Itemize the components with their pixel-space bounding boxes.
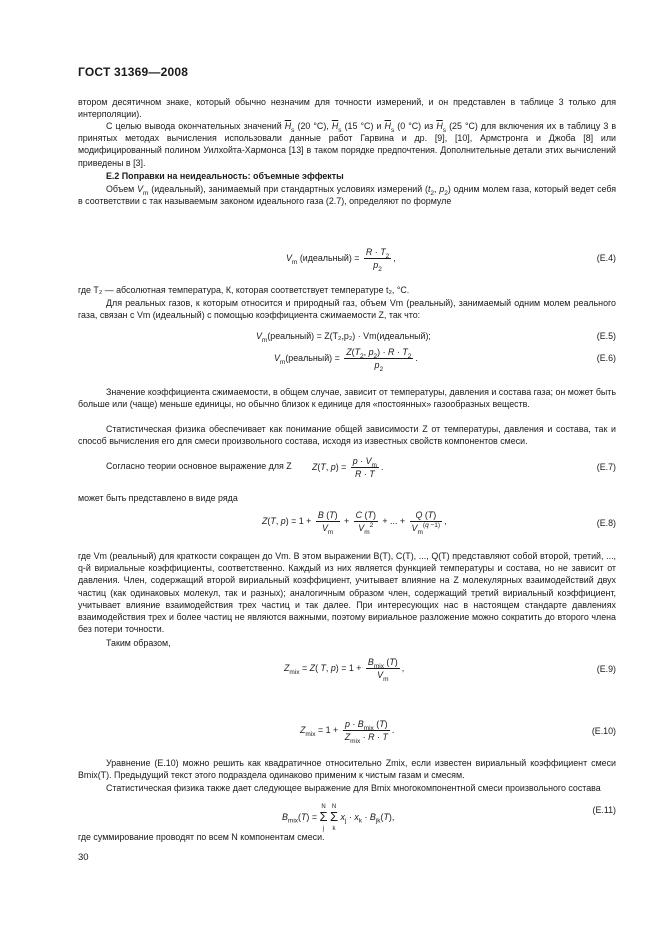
equation-text: (реальный) = Z(T₂,p₂) · Vm(идеальный); xyxy=(267,331,431,341)
section-title: Е.2 Поправки на неидеальность: объемные эффекты xyxy=(106,171,344,181)
section-heading xyxy=(78,170,616,182)
equation-number: (Е.5) xyxy=(596,331,616,341)
page-header: ГОСТ 31369—2008 xyxy=(78,65,189,79)
paragraph-2: С целью вывода окончательных значений $\overline{H}_s$ (20 °C), $\overline{H}_s$ (15 °C) и $\overline{H}_s$ (0 °C) из $\overline{H}_s$ (25 °C) для включения их в таблицу 3 в принятых методах вычисления использовали данные работ Гарвина и др. [9], [10], Армстронга и Джоба [8] или модифицированный полином Уилхойта-Хармонса [13] в таком порядке предпочтения. Дополнительные детали этих вычислений приведены в [3]. xyxy=(78,121,617,168)
paragraph-11 xyxy=(78,637,616,649)
fraction: $\frac{R \cdot T_2}{p_2}$ xyxy=(365,247,390,273)
fraction: $\frac{p \cdot B_{mix} (T)}{Z_{mix} \cdot R \cdot T}$ xyxy=(344,719,388,745)
temperature-label: (0 °C) из xyxy=(397,121,434,131)
paragraph-text: Для реальных газов, к которым относится и природный газ, объем Vm (реальный), занимаемый одним молем реального газа, связан с Vm (идеальный) с помощью коэффициента сжимаемости Z, так что: xyxy=(78,298,616,321)
equation-e7: Z(T, p) = $\frac{p \cdot V_m}{R \cdot T}$ . (Е.7) xyxy=(312,456,616,480)
equation-number: (Е.11) xyxy=(592,805,616,815)
paragraph-text: С целью вывода окончательных значений xyxy=(106,121,282,131)
fraction: $\frac{Z(T_2, p_2) \cdot R \cdot T_2}{p_2}$ xyxy=(346,347,412,373)
equation-e5: $V_m(реальный) = Z(T_2,p_2)$ · Vm(идеальный); (Е.5) xyxy=(256,331,616,344)
fraction: $\frac{C (T)}{V_m^2}$ xyxy=(355,510,376,536)
paragraph-text: Таким образом, xyxy=(106,638,171,648)
paragraph-text: Согласно теории основное выражение для Z xyxy=(106,461,292,471)
fraction: $\frac{B_{mix} (T)}{V_m}$ xyxy=(367,657,398,683)
paragraph-text: может быть представлено в виде ряда xyxy=(78,493,238,503)
equation-text: (реальный) = xyxy=(285,353,340,364)
enthalpy-symbol: $\overline{H}$ xyxy=(436,121,443,131)
equation-e6: $V_m(реальный)$ = $\frac{Z(T_2, p_2) \cdot R \cdot T_2}{p_2}$ . (Е.6) xyxy=(274,347,616,373)
equation-number: (Е.7) xyxy=(596,462,616,472)
paragraph-3: Объем $V_m$ (идеальный), занимаемый при стандартных условиях измерений ($t_2$, $p_2$) одним молем газа, который ведет себя в соответствии с так называемым законом идеального газа (2.7), определяют по формуле xyxy=(78,184,617,207)
paragraph-text: где суммирование проводят по всем N компонентам смеси. xyxy=(78,832,325,842)
paragraph-7 xyxy=(78,423,616,447)
fraction: $\frac{Q (T)}{V_m^{(q -1)}}$ xyxy=(411,510,441,536)
paragraph-9 xyxy=(78,492,616,504)
paragraph-text: втором десятичном знаке, который обычно незначим для точности измерений, и он представлен в таблице 3 только для интерполяции). xyxy=(78,97,616,120)
paragraph-5 xyxy=(78,297,616,321)
paragraph-10 xyxy=(78,550,616,635)
temperature-label: (20 °C), xyxy=(297,121,329,131)
paragraph-text: Уравнение (Е.10) можно решить как квадратичное относительно Zmix, если известен вириальный коэффициент смеси Bmix(T). Предыдущий текст этого подраздела одинаково применим к чистым газам и смесям. xyxy=(78,758,616,781)
paragraph-text: (идеальный), занимаемый при стандартных условиях измерений ( xyxy=(151,184,428,194)
paragraph-text: где Vm (реальный) для краткости сокращен до Vm. В этом выражении B(T), C(T), ..., Q(T) представляют собой второй, третий, ..., q-й вириальные коэффициенты, соответственно. Каждый из них является функцией температуры и состава, но не зависит от давления. Член, содержащий второй вириальный коэффициент, учитывает влияние на Z молекулярных взаимодействий двух частиц (как одинаковых молекул, так и разных); аналогичным образом член, содержащий третий вириальный коэффициент, учитывает влияние взаимодействия трех частиц и так далее. При интересующих нас в настоящем стандарте давлениях взаимодействия трех и более частиц не являются важными, поэтому вириальное разложение можно сократить до второго члена без потери точности. xyxy=(78,551,616,635)
equation-number: (Е.9) xyxy=(596,664,616,674)
paragraph-1 xyxy=(78,96,616,120)
equation-number: (Е.6) xyxy=(596,353,616,363)
paragraph-text: (25 °C) для включения их в таблицу 3 в принятых методах вычисления использовали данные работ Гарвина и др. [9], [10], Армстронга и Джоба [8] или модифицированный полином Уилхойта-Хармонса [13] в таком порядке предпочтения. Дополнительные детали этих вычислений приведены в [3]. xyxy=(78,121,617,168)
paragraph-12 xyxy=(78,757,616,781)
paragraph-13 xyxy=(78,782,616,794)
paragraph-text: Объем xyxy=(106,184,135,194)
paragraph-text: Статистическая физика также дает следующее выражение для Bmix многокомпонентной смеси произвольного состава xyxy=(106,783,601,793)
equation-text: (идеальный) = xyxy=(299,253,360,264)
paragraph-text: где T₂ — абсолютная температура, К, которая соответствует температуре t₂, °С. xyxy=(78,285,410,295)
paragraph-text: ) одним молем газа, который ведет себя в соответствии с так называемым законом идеального газа (2.7), определяют по формуле xyxy=(78,184,617,207)
enthalpy-symbol: $\overline{H}$ xyxy=(384,121,391,131)
equation-number: (Е.8) xyxy=(596,518,616,528)
equation-e11: $B_{mix}(T) = N$ Σ j N Σ k $x_j \cdot x_k \cdot B_{jk}(T)$, (Е.11) xyxy=(282,804,616,832)
enthalpy-symbol: $\overline{H}$ xyxy=(284,121,292,131)
page-number: 30 xyxy=(78,852,89,863)
paragraph-6 xyxy=(78,386,616,410)
paragraph-14 xyxy=(78,831,616,843)
equation-e10: $Z_{mix} = 1$ + $\frac{p \cdot B_{mix} (T)}{Z_{mix} \cdot R \cdot T}$ . (Е.10) xyxy=(300,719,616,745)
paragraph-text: Значение коэффициента сжимаемости, в общем случае, зависит от температуры, давления и состава газа; он может быть больше или (чаще) меньше единицы, но обычно близок к единице для «постоянных» газообразных веществ. xyxy=(78,387,616,410)
equation-number: (Е.10) xyxy=(591,726,616,736)
equation-e9: $Z_{mix} = Z$( T, p) = 1 + $\frac{B_{mix} (T)}{V_m}$ , (Е.9) xyxy=(284,657,616,683)
paragraph-text: Статистическая физика обеспечивает как понимание общей зависимости Z от температуры, давления и состава, так и способ вычисления его для смеси произвольного состава, исходя из известных свойств компонентов смеси. xyxy=(78,424,616,447)
enthalpy-symbol: $\overline{H}$ xyxy=(331,121,339,131)
equation-number: (Е.4) xyxy=(596,253,616,263)
fraction: $\frac{B (T)}{V_m}$ xyxy=(317,510,338,536)
equation-e8: Z(T, p) = 1 + $\frac{B (T)}{V_m}$ + $\frac{C (T)}{V_m^2}$ + ... + $\frac{Q (T)}{V_m^{(q -1)}}$ , (Е.8) xyxy=(262,510,616,536)
paragraph-4 xyxy=(78,284,616,296)
fraction: $\frac{p \cdot V_m}{R \cdot T}$ xyxy=(352,456,377,480)
temperature-label: (15 °C) и xyxy=(344,121,382,131)
equation-e4: $V_m$ (идеальный) = $\frac{R \cdot T_2}{p_2}$ , (Е.4) xyxy=(286,247,616,273)
